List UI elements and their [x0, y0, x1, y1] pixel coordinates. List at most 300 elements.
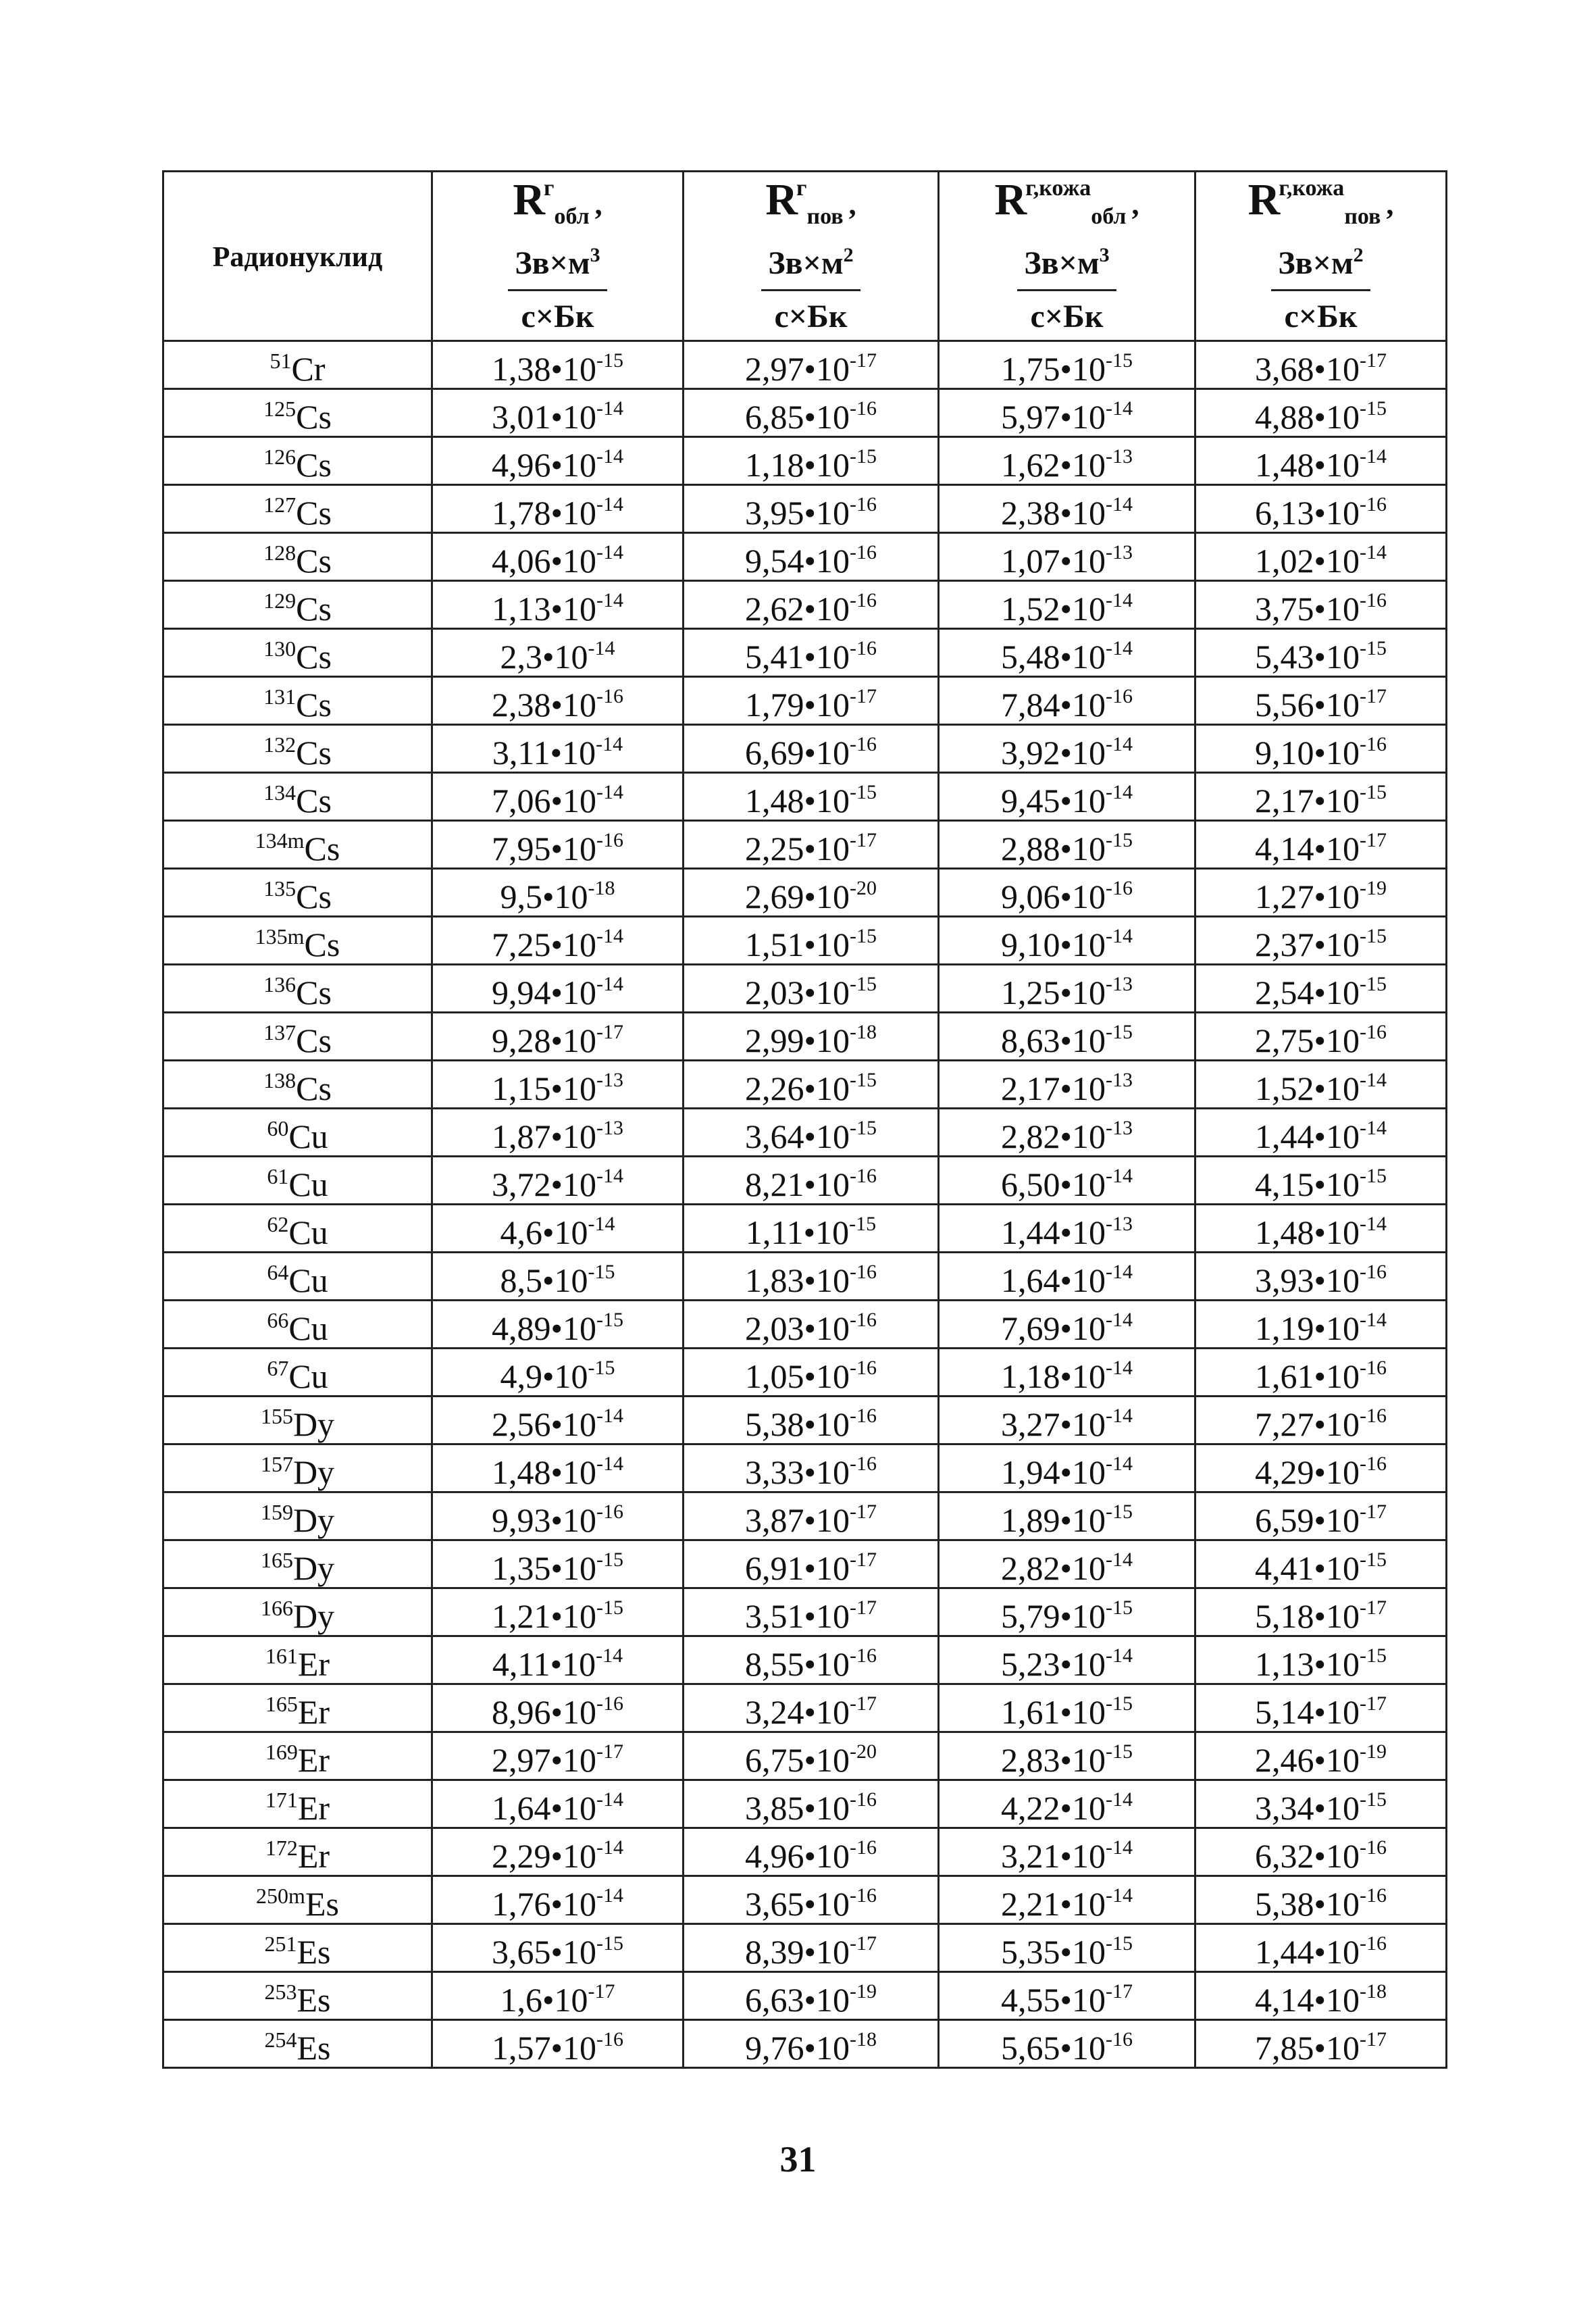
unit-denominator: с×Бк: [1284, 298, 1358, 334]
table-row: [163, 1061, 1447, 1109]
value-cell: [684, 2020, 939, 2068]
exponent: -15: [596, 1596, 623, 1619]
exponent: -18: [588, 877, 615, 899]
value-cell: [1195, 1109, 1447, 1157]
mass-number: 254: [264, 2027, 297, 2052]
mantissa: 2,3•10: [500, 638, 588, 676]
element-symbol: Cs: [296, 1069, 332, 1107]
value-cell: [684, 1301, 939, 1349]
value-cell: [432, 869, 684, 917]
exponent: -17: [1360, 2028, 1387, 2051]
exponent: -17: [1360, 1596, 1387, 1619]
mantissa: 7,84•10: [1000, 686, 1106, 724]
exponent: -14: [596, 1884, 623, 1907]
value-cell: [1195, 1684, 1447, 1732]
value-cell: [432, 1397, 684, 1444]
coefficient-value: [492, 590, 623, 628]
value-cell: [939, 1157, 1195, 1205]
header-unit-fraction: [761, 234, 860, 338]
table-row: [163, 629, 1447, 677]
mass-number: 66: [267, 1307, 289, 1332]
table-row: [163, 1684, 1447, 1732]
nuclide-symbol: [255, 830, 340, 867]
coefficient-value: [492, 1070, 623, 1107]
value-cell: [939, 341, 1195, 389]
exponent: -17: [596, 1740, 623, 1763]
value-cell: [1195, 485, 1447, 533]
table-row: [163, 725, 1447, 773]
value-cell: [939, 629, 1195, 677]
coefficient-value: [1255, 782, 1387, 820]
exponent: -15: [1106, 1740, 1133, 1763]
nuclide-symbol: [263, 590, 332, 628]
coefficient-value: [745, 1885, 877, 1923]
value-cell: [684, 725, 939, 773]
table-row: [163, 1588, 1447, 1636]
value-cell: [1195, 917, 1447, 965]
coefficient-value: [492, 1885, 623, 1923]
mass-number: 138: [263, 1067, 297, 1092]
value-cell: [939, 1492, 1195, 1540]
mantissa: 9,06•10: [1000, 878, 1106, 915]
value-cell: [1195, 1061, 1447, 1109]
nuclide-cell: [163, 1109, 432, 1157]
coefficient-value: [1001, 542, 1133, 580]
value-cell: [684, 1540, 939, 1588]
exponent: -16: [1360, 1261, 1387, 1283]
mantissa: 3,65•10: [744, 1885, 850, 1923]
exponent: -14: [596, 973, 623, 995]
exponent: -14: [1360, 1069, 1387, 1091]
mantissa: 4,11•10: [492, 1645, 596, 1683]
mantissa: 6,85•10: [744, 398, 850, 436]
nuclide-cell: [163, 341, 432, 389]
value-cell: [1195, 1588, 1447, 1636]
nuclide-cell: [163, 1349, 432, 1397]
mantissa: 1,83•10: [744, 1261, 850, 1299]
exponent: -15: [1106, 1596, 1133, 1619]
coefficient-value: [1001, 1693, 1133, 1731]
nuclide-symbol: [267, 1261, 328, 1299]
mantissa: 1,44•10: [1000, 1213, 1106, 1251]
value-cell: [1195, 581, 1447, 629]
value-cell: [939, 1061, 1195, 1109]
mantissa: 2,46•10: [1254, 1741, 1360, 1779]
header-col-1: [432, 172, 684, 341]
mass-number: 166: [260, 1595, 293, 1620]
nuclide-symbol: [261, 1501, 334, 1539]
mantissa: 9,94•10: [491, 974, 596, 1011]
mantissa: 1,89•10: [1000, 1501, 1106, 1539]
exponent: -15: [850, 973, 877, 995]
mantissa: 9,45•10: [1000, 782, 1106, 820]
exponent: -14: [1106, 397, 1133, 420]
unit-exponent: 2: [843, 243, 854, 266]
nuclide-symbol: [263, 734, 332, 772]
mantissa: 1,44•10: [1254, 1933, 1360, 1971]
exponent: -14: [1106, 1405, 1133, 1427]
mass-number: 60: [267, 1115, 289, 1140]
nuclide-cell: [163, 869, 432, 917]
mantissa: 1,35•10: [491, 1549, 596, 1587]
mantissa: 7,25•10: [491, 926, 596, 963]
exponent: -14: [588, 637, 615, 659]
value-cell: [684, 821, 939, 869]
value-cell: [939, 869, 1195, 917]
mantissa: 3,51•10: [744, 1597, 850, 1635]
coefficient-value: [746, 1213, 876, 1251]
mass-number: 165: [265, 1691, 298, 1716]
table-row: [163, 1109, 1447, 1157]
coefficient-value: [492, 1405, 623, 1443]
exponent: -15: [1360, 397, 1387, 420]
exponent: -16: [596, 2028, 623, 2051]
mass-number: 136: [263, 972, 297, 997]
exponent: -15: [1106, 349, 1133, 372]
table-row: [163, 1205, 1447, 1253]
element-symbol: Cs: [296, 541, 332, 580]
value-cell: [1195, 677, 1447, 725]
nuclide-symbol: [261, 1597, 334, 1635]
exponent: -17: [1360, 1692, 1387, 1715]
mass-number: 137: [263, 1020, 297, 1045]
value-cell: [684, 533, 939, 581]
value-cell: [432, 1780, 684, 1828]
nuclide-cell: [163, 1397, 432, 1444]
value-cell: [684, 917, 939, 965]
coefficient-value: [1255, 1213, 1387, 1251]
nuclide-cell: [163, 917, 432, 965]
nuclide-symbol: [270, 350, 326, 388]
mantissa: 3,11•10: [492, 734, 596, 772]
element-symbol: Cu: [288, 1117, 328, 1155]
page-number: 31: [779, 2139, 817, 2180]
coefficient-value: [500, 1981, 615, 2019]
exponent: -16: [1360, 1021, 1387, 1043]
mantissa: 7,27•10: [1254, 1405, 1360, 1443]
coefficient-value: [492, 974, 623, 1011]
coefficient-value: [1255, 686, 1387, 724]
element-symbol: Cs: [304, 925, 340, 963]
table-row: [163, 1828, 1447, 1876]
mantissa: 1,11•10: [745, 1213, 850, 1251]
coefficient-value: [492, 1501, 623, 1539]
coefficient-value: [1001, 1837, 1133, 1875]
coefficient-value: [1255, 1597, 1387, 1635]
nuclide-symbol: [265, 1693, 330, 1731]
element-symbol: Dy: [292, 1501, 335, 1539]
header-R: R: [513, 174, 545, 224]
table-row: [163, 389, 1447, 437]
nuclide-cell: [163, 1924, 432, 1972]
exponent: -15: [1360, 1788, 1387, 1811]
header-unit-fraction: [1017, 234, 1116, 338]
value-cell: [939, 1588, 1195, 1636]
exponent: -14: [596, 733, 623, 755]
header-symbol: [513, 174, 602, 230]
value-cell: [939, 485, 1195, 533]
value-cell: [939, 1109, 1195, 1157]
nuclide-cell: [163, 1876, 432, 1924]
mantissa: 1,48•10: [491, 1453, 596, 1491]
nuclide-symbol: [267, 1165, 328, 1203]
coefficient-value: [1001, 1357, 1133, 1395]
value-cell: [432, 1253, 684, 1301]
element-symbol: Dy: [292, 1596, 335, 1635]
exponent: -14: [596, 1644, 623, 1667]
value-cell: [939, 1253, 1195, 1301]
coefficient-value: [1001, 1165, 1133, 1203]
coefficient-value: [500, 878, 615, 915]
mantissa: 2,75•10: [1254, 1022, 1360, 1059]
coefficient-value: [1001, 926, 1133, 963]
coefficient-value: [1255, 1981, 1387, 2019]
exponent: -16: [1360, 1836, 1387, 1859]
table-row: [163, 1780, 1447, 1828]
element-symbol: Cs: [296, 445, 332, 484]
mantissa: 2,17•10: [1254, 782, 1360, 820]
mantissa: 5,35•10: [1000, 1933, 1106, 1971]
header-symbol: [1248, 174, 1394, 230]
exponent: -17: [1360, 685, 1387, 707]
mantissa: 2,29•10: [491, 1837, 596, 1875]
value-cell: [684, 1636, 939, 1684]
coefficient-value: [1255, 1022, 1387, 1059]
coefficient-value: [492, 1022, 623, 1059]
mantissa: 3,72•10: [491, 1165, 596, 1203]
mantissa: 2,03•10: [744, 1309, 850, 1347]
nuclide-symbol: [263, 494, 332, 532]
mantissa: 6,63•10: [744, 1981, 850, 2019]
value-cell: [684, 389, 939, 437]
coefficient-value: [1001, 1070, 1133, 1107]
coefficient-value: [1255, 734, 1387, 772]
exponent: -17: [850, 1692, 877, 1715]
coefficient-value: [492, 1165, 623, 1203]
nuclide-cell: [163, 533, 432, 581]
value-cell: [432, 1876, 684, 1924]
mantissa: 2,97•10: [744, 350, 850, 388]
coefficient-value: [745, 542, 877, 580]
value-cell: [1195, 629, 1447, 677]
value-cell: [939, 1972, 1195, 2020]
exponent: -15: [1106, 829, 1133, 851]
coefficient-value: [1255, 1789, 1387, 1827]
value-cell: [684, 1109, 939, 1157]
coefficient-value: [745, 1741, 877, 1779]
exponent: -15: [596, 1549, 623, 1571]
value-cell: [684, 869, 939, 917]
mantissa: 1,02•10: [1254, 542, 1360, 580]
mantissa: 1,75•10: [1000, 350, 1106, 388]
value-cell: [432, 2020, 684, 2068]
element-symbol: Cs: [296, 493, 332, 532]
coefficient-value: [1255, 878, 1387, 915]
coefficient-value: [492, 398, 623, 436]
exponent: -14: [1106, 1453, 1133, 1475]
exponent: -15: [1106, 1021, 1133, 1043]
nuclide-cell: [163, 1588, 432, 1636]
nuclide-cell: [163, 1253, 432, 1301]
mantissa: 8,21•10: [744, 1165, 850, 1203]
unit-denominator: с×Бк: [1030, 298, 1104, 334]
dose-coefficients-table: [162, 170, 1447, 2069]
header-comma: ,: [848, 187, 856, 221]
value-cell: [684, 1684, 939, 1732]
table-row: [163, 1540, 1447, 1588]
mantissa: 3,93•10: [1254, 1261, 1360, 1299]
mantissa: 9,93•10: [491, 1501, 596, 1539]
exponent: -16: [850, 589, 877, 611]
mantissa: 4,15•10: [1254, 1165, 1360, 1203]
coefficient-value: [745, 2029, 877, 2067]
table-row: [163, 821, 1447, 869]
value-cell: [1195, 1636, 1447, 1684]
nuclide-cell: [163, 1732, 432, 1780]
header-col-4: [1195, 172, 1447, 341]
exponent: -14: [1106, 493, 1133, 515]
mantissa: 6,13•10: [1254, 494, 1360, 532]
coefficient-value: [1255, 926, 1387, 963]
element-symbol: Dy: [292, 1549, 335, 1587]
coefficient-value: [1255, 830, 1387, 867]
exponent: -13: [1106, 541, 1133, 563]
nuclide-cell: [163, 1636, 432, 1684]
mass-number: 51: [269, 348, 292, 373]
element-symbol: Cs: [296, 877, 332, 915]
unit-numerator: Зв×м: [1024, 245, 1100, 281]
coefficient-value: [1001, 1981, 1133, 2019]
exponent: -14: [1106, 589, 1133, 611]
mantissa: 3,21•10: [1000, 1837, 1106, 1875]
exponent: -15: [588, 1357, 615, 1379]
exponent: -14: [1106, 1884, 1133, 1907]
exponent: -15: [849, 1213, 877, 1235]
exponent: -17: [1360, 829, 1387, 851]
mantissa: 9,5•10: [500, 878, 588, 915]
exponent: -16: [1360, 1884, 1387, 1907]
table-row: [163, 1732, 1447, 1780]
value-cell: [939, 773, 1195, 821]
value-cell: [684, 1157, 939, 1205]
mantissa: 2,21•10: [1000, 1885, 1106, 1923]
mantissa: 3,64•10: [744, 1117, 850, 1155]
value-cell: [432, 533, 684, 581]
coefficient-value: [1255, 1645, 1387, 1683]
nuclide-symbol: [267, 1117, 328, 1155]
coefficient-value: [1255, 1117, 1387, 1155]
element-symbol: Es: [297, 1932, 331, 1971]
mantissa: 7,06•10: [491, 782, 596, 820]
mantissa: 1,57•10: [491, 2029, 596, 2067]
coefficient-value: [1255, 638, 1387, 676]
exponent: -16: [850, 1261, 877, 1283]
exponent: -14: [596, 925, 623, 947]
value-cell: [684, 1444, 939, 1492]
nuclide-cell: [163, 1972, 432, 2020]
unit-exponent: 3: [590, 243, 600, 266]
exponent: -17: [850, 1501, 877, 1523]
exponent: -16: [850, 1884, 877, 1907]
mass-number: 165: [260, 1547, 293, 1572]
exponent: -14: [596, 781, 623, 803]
coefficient-value: [1001, 830, 1133, 867]
mantissa: 2,82•10: [1000, 1117, 1106, 1155]
table-row: [163, 341, 1447, 389]
table-row: [163, 1972, 1447, 2020]
coefficient-value: [745, 1022, 877, 1059]
value-cell: [432, 1061, 684, 1109]
value-cell: [684, 341, 939, 389]
nuclide-symbol: [265, 1789, 330, 1827]
value-cell: [684, 1349, 939, 1397]
coefficient-value: [745, 1549, 877, 1587]
exponent: -15: [850, 445, 877, 468]
value-cell: [684, 965, 939, 1013]
exponent: -14: [1106, 1309, 1133, 1331]
nuclide-cell: [163, 965, 432, 1013]
value-cell: [432, 1013, 684, 1061]
exponent: -15: [588, 1261, 615, 1283]
exponent: -14: [1106, 1549, 1133, 1571]
exponent: -16: [850, 1165, 877, 1187]
mass-number: 155: [260, 1403, 293, 1428]
table-row: [163, 1492, 1447, 1540]
exponent: -19: [850, 1980, 877, 2003]
value-cell: [432, 1492, 684, 1540]
mantissa: 6,32•10: [1254, 1837, 1360, 1875]
exponent: -13: [1106, 973, 1133, 995]
value-cell: [432, 1732, 684, 1780]
exponent: -14: [1106, 925, 1133, 947]
mantissa: 1,52•10: [1254, 1070, 1360, 1107]
nuclide-cell: [163, 1828, 432, 1876]
mass-number: 67: [267, 1355, 289, 1380]
mantissa: 2,69•10: [744, 878, 850, 915]
unit-denominator: с×Бк: [521, 298, 594, 334]
value-cell: [1195, 533, 1447, 581]
exponent: -17: [850, 1932, 877, 1955]
value-cell: [432, 725, 684, 773]
element-symbol: Cu: [288, 1165, 328, 1203]
coefficient-value: [745, 1693, 877, 1731]
mantissa: 5,23•10: [1000, 1645, 1106, 1683]
mantissa: 6,69•10: [744, 734, 850, 772]
coefficient-value: [745, 1981, 877, 2019]
exponent: -16: [1360, 1357, 1387, 1379]
coefficient-value: [745, 1645, 877, 1683]
coefficient-value: [1255, 1453, 1387, 1491]
nuclide-symbol: [256, 1885, 339, 1923]
coefficient-value: [1001, 590, 1133, 628]
mass-number: 171: [265, 1787, 298, 1812]
value-cell: [684, 773, 939, 821]
value-cell: [1195, 1253, 1447, 1301]
exponent: -16: [1106, 877, 1133, 899]
mantissa: 1,19•10: [1254, 1309, 1360, 1347]
mantissa: 4,96•10: [491, 446, 596, 484]
value-cell: [432, 485, 684, 533]
coefficient-value: [745, 446, 877, 484]
table-row: [163, 1301, 1447, 1349]
coefficient-value: [492, 1693, 623, 1731]
coefficient-value: [745, 1357, 877, 1395]
mantissa: 4,6•10: [500, 1213, 588, 1251]
coefficient-value: [1001, 878, 1133, 915]
exponent: -16: [850, 733, 877, 755]
value-cell: [1195, 2020, 1447, 2068]
exponent: -18: [850, 2028, 877, 2051]
